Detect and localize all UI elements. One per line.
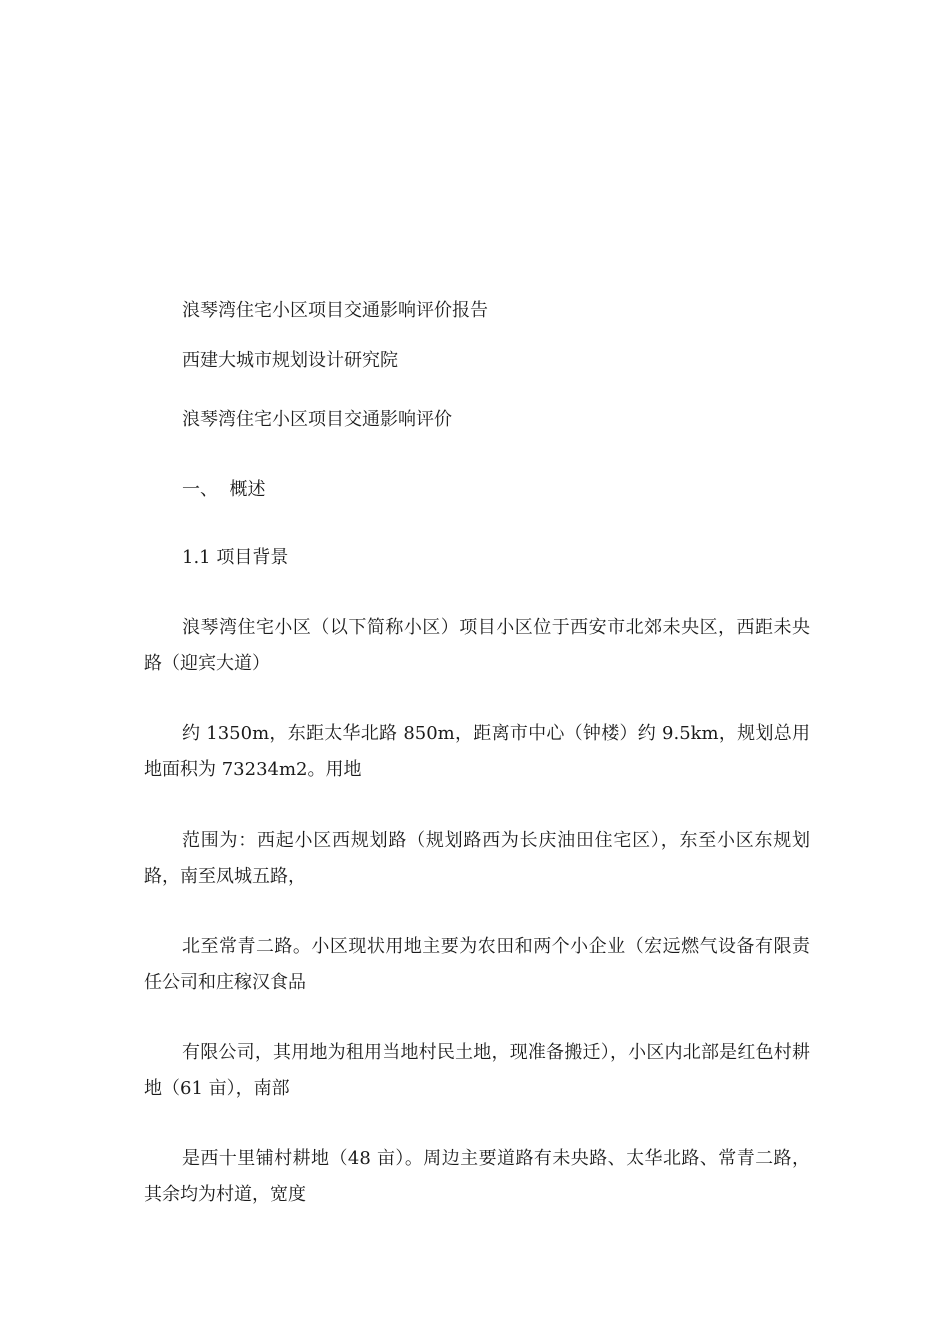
body-paragraph: 浪琴湾住宅小区（以下简称小区）项目小区位于西安市北郊未央区，西距未央路（迎宾大道） <box>144 617 810 674</box>
body-paragraph: 范围为：西起小区西规划路（规划路西为长庆油田住宅区），东至小区东规划路，南至凤城五路， <box>144 830 810 887</box>
body-paragraph: 有限公司，其用地为租用当地村民土地，现准备搬迁），小区内北部是红色村耕地（61 亩），南部 <box>144 1042 810 1099</box>
body-paragraph: 北至常青二路。小区现状用地主要为农田和两个小企业（宏远燃气设备有限责任公司和庄稼汉食品 <box>144 936 810 993</box>
organization-name: 西建大城市规划设计研究院 <box>182 350 398 371</box>
document-subtitle: 浪琴湾住宅小区项目交通影响评价 <box>182 409 452 430</box>
body-paragraph: 约 1350m，东距太华北路 850m，距离市中心（钟楼）约 9.5km，规划总用地面积为 73234m2。用地 <box>144 723 810 780</box>
body-paragraph: 是西十里铺村耕地（48 亩）。周边主要道路有未央路、太华北路、常青二路，其余均为村道，宽度 <box>144 1148 810 1205</box>
section-heading: 一、 概述 <box>182 479 266 500</box>
report-title: 浪琴湾住宅小区项目交通影响评价报告 <box>182 300 488 321</box>
subsection-heading: 1.1 项目背景 <box>182 547 289 568</box>
